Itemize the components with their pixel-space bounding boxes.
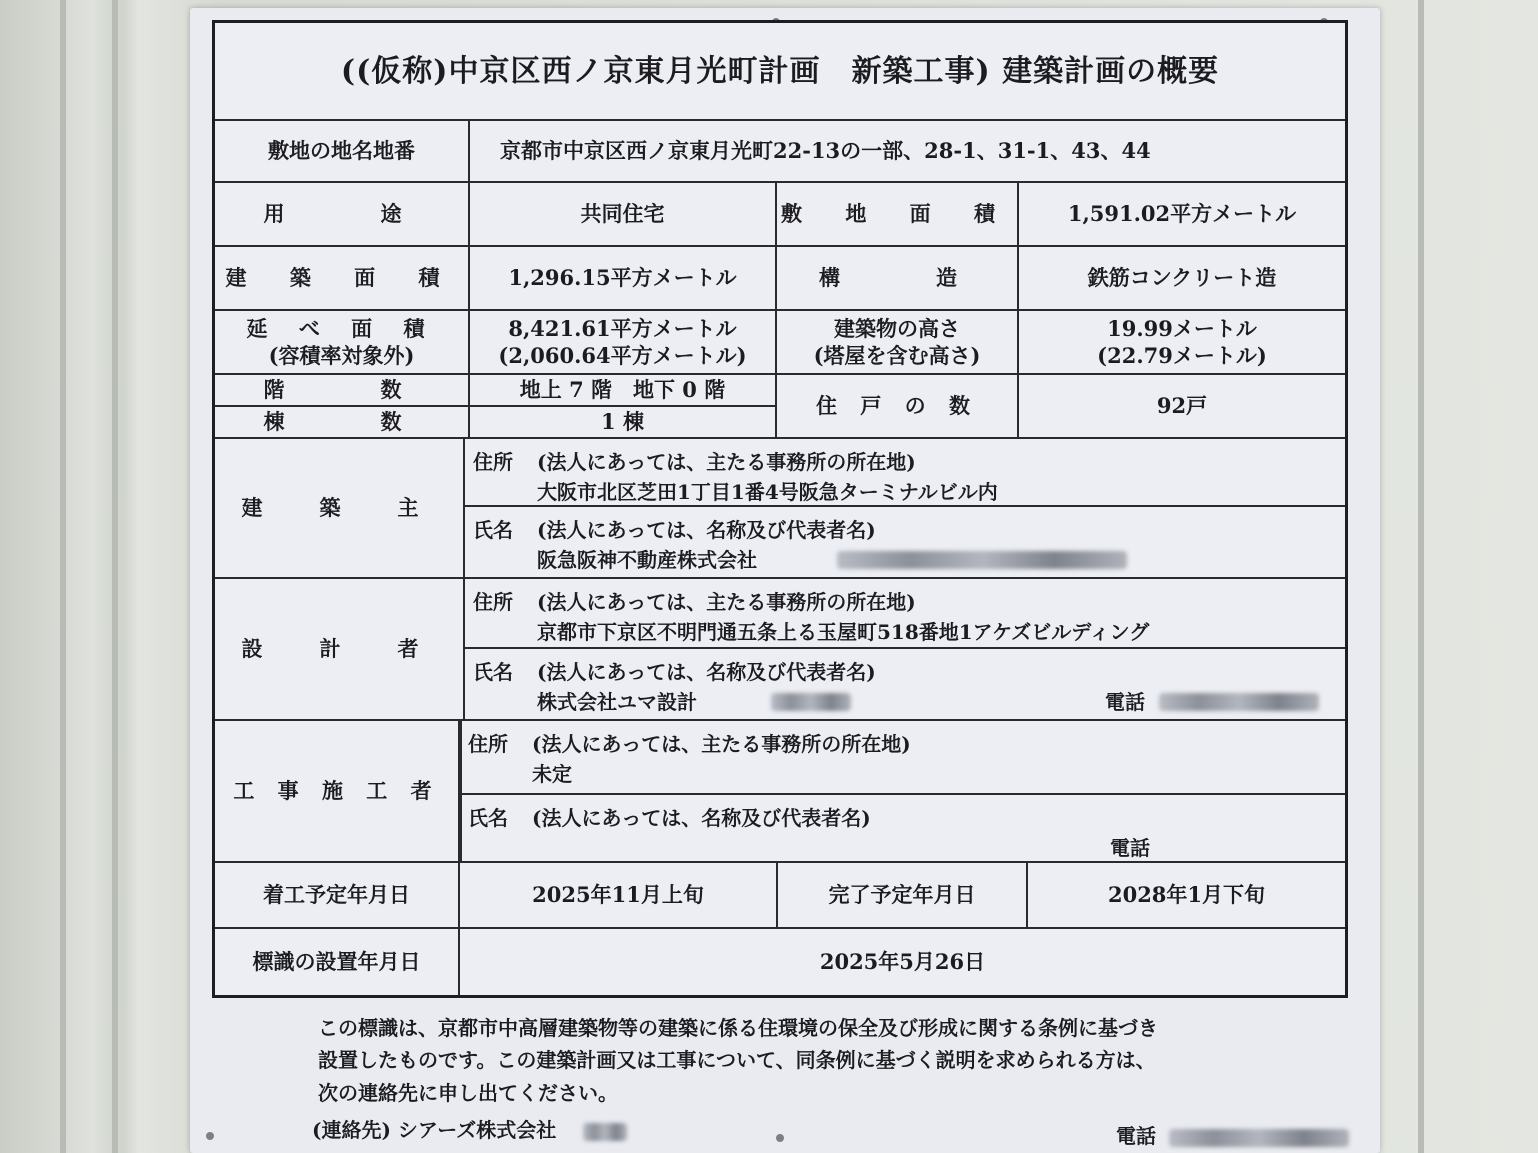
screw-bottom-left (206, 1132, 214, 1140)
completion-value: 2028年1月下旬 (1028, 863, 1345, 929)
designer-representative-redacted (771, 693, 851, 711)
contractor-name-hint: (法人にあっては、名称及び代表者名) (532, 806, 871, 830)
site-label: 敷地の地名地番 (215, 121, 470, 183)
screw-bottom-mid (776, 1134, 784, 1142)
designer-address-block (465, 579, 1345, 649)
contact-phone-label: 電話 (1116, 1124, 1156, 1148)
owner-address-key: 住所 (473, 450, 513, 474)
wall-seam-mid (112, 0, 118, 1153)
floor-area-label-sub: (容積率対象外) (268, 343, 415, 368)
contact-phone-redacted (1169, 1129, 1349, 1147)
units-label: 住 戸 の 数 (777, 375, 1019, 439)
site-area-label: 敷 地 面 積 (777, 183, 1019, 247)
floors-label: 階 数 (215, 375, 470, 407)
ordinance-notice (318, 1012, 1318, 1109)
owner-representative-redacted (837, 551, 1127, 569)
contractor-address-hint: (法人にあっては、主たる事務所の所在地) (532, 732, 911, 756)
contractor-label: 工 事 施 工 者 (215, 721, 460, 863)
units-value: 92戸 (1019, 375, 1345, 439)
building-plan-table (212, 20, 1348, 998)
floor-area-label (215, 311, 470, 375)
height-label-main: 建築物の高さ (834, 315, 960, 341)
owner-label: 建 築 主 (215, 439, 465, 579)
building-area-label: 建 築 面 積 (215, 247, 470, 311)
sign-date-label: 標識の設置年月日 (215, 929, 460, 995)
contractor-address-block (460, 721, 1345, 795)
sign-title: ((仮称)中京区西ノ京東月光町計画 新築工事) 建築計画の概要 (215, 23, 1345, 121)
start-label: 着工予定年月日 (215, 863, 460, 929)
height-label (777, 311, 1019, 375)
floors-value: 地上 7 階 地下 0 階 (470, 375, 777, 407)
height-value-sub: (22.79メートル) (1097, 343, 1267, 368)
contact-phone (1116, 1120, 1349, 1149)
floor-area-label-main: 延 べ 面 積 (246, 315, 437, 341)
owner-name-block (465, 507, 1345, 579)
notice-line-2: 設置したものです。この建築計画又は工事について、同条例に基づく説明を求められる方は、 (318, 1048, 1156, 1073)
wall-seam-left (60, 0, 66, 1153)
designer-label: 設 計 者 (215, 579, 465, 721)
contact-company-name: (連絡先) シアーズ株式会社 (312, 1118, 557, 1142)
contractor-divider (460, 721, 462, 863)
floor-area-value (470, 311, 777, 375)
notice-line-1: この標識は、京都市中高層建築物等の建築に係る住環境の保全及び形成に関する条例に基づき (318, 1016, 1158, 1040)
use-label: 用 途 (215, 183, 470, 247)
designer-name-key: 氏名 (473, 660, 513, 684)
floor-area-value-main: 8,421.61平方メートル (508, 315, 737, 341)
owner-address-hint: (法人にあっては、主たる事務所の所在地) (537, 450, 916, 474)
designer-address: 京都市下京区不明門通五条上る玉屋町518番地1アケズビルディング (537, 620, 1150, 644)
structure-label: 構 造 (777, 247, 1019, 311)
buildings-label: 棟 数 (215, 407, 470, 439)
owner-name-hint: (法人にあっては、名称及び代表者名) (537, 518, 876, 542)
owner-name-key: 氏名 (473, 518, 513, 542)
contractor-address: 未定 (532, 762, 572, 786)
designer-name: 株式会社ユマ設計 (537, 690, 697, 714)
completion-label: 完了予定年月日 (778, 863, 1028, 929)
owner-address-block (465, 439, 1345, 507)
contractor-name-key: 氏名 (468, 806, 508, 830)
building-area-value: 1,296.15平方メートル (470, 247, 777, 311)
height-value-main: 19.99メートル (1107, 315, 1257, 341)
height-label-sub: (塔屋を含む高さ) (813, 343, 981, 368)
owner-address: 大阪市北区芝田1丁目1番4号阪急ターミナルビル内 (537, 480, 998, 504)
sign-date-value: 2025年5月26日 (819, 949, 986, 975)
designer-name-block (465, 649, 1345, 721)
designer-phone-label: 電話 (1105, 690, 1145, 714)
owner-name: 阪急阪神不動産株式会社 (537, 548, 757, 572)
designer-address-hint: (法人にあっては、主たる事務所の所在地) (537, 590, 916, 614)
site-area-value: 1,591.02平方メートル (1019, 183, 1345, 247)
use-value: 共同住宅 (470, 183, 777, 247)
contractor-name-block (460, 795, 1345, 863)
buildings-value: 1 棟 (470, 407, 777, 439)
floor-area-value-sub: (2,060.64平方メートル) (498, 343, 747, 368)
designer-phone-redacted (1159, 693, 1319, 711)
contact-person-redacted (583, 1123, 627, 1141)
start-value: 2025年11月上旬 (460, 863, 778, 929)
designer-name-hint: (法人にあっては、名称及び代表者名) (537, 660, 876, 684)
contractor-address-key: 住所 (468, 732, 508, 756)
notice-line-3: 次の連絡先に申し出てください。 (318, 1080, 618, 1105)
contact-company (312, 1114, 627, 1143)
wall-seam-right (1418, 0, 1424, 1153)
height-value (1019, 311, 1345, 375)
designer-address-key: 住所 (473, 590, 513, 614)
contractor-phone-label: 電話 (1110, 836, 1150, 860)
site-value: 京都市中京区西ノ京東月光町22-13の一部、28-1、31-1、43、44 (470, 121, 1345, 183)
structure-value: 鉄筋コンクリート造 (1019, 247, 1345, 311)
